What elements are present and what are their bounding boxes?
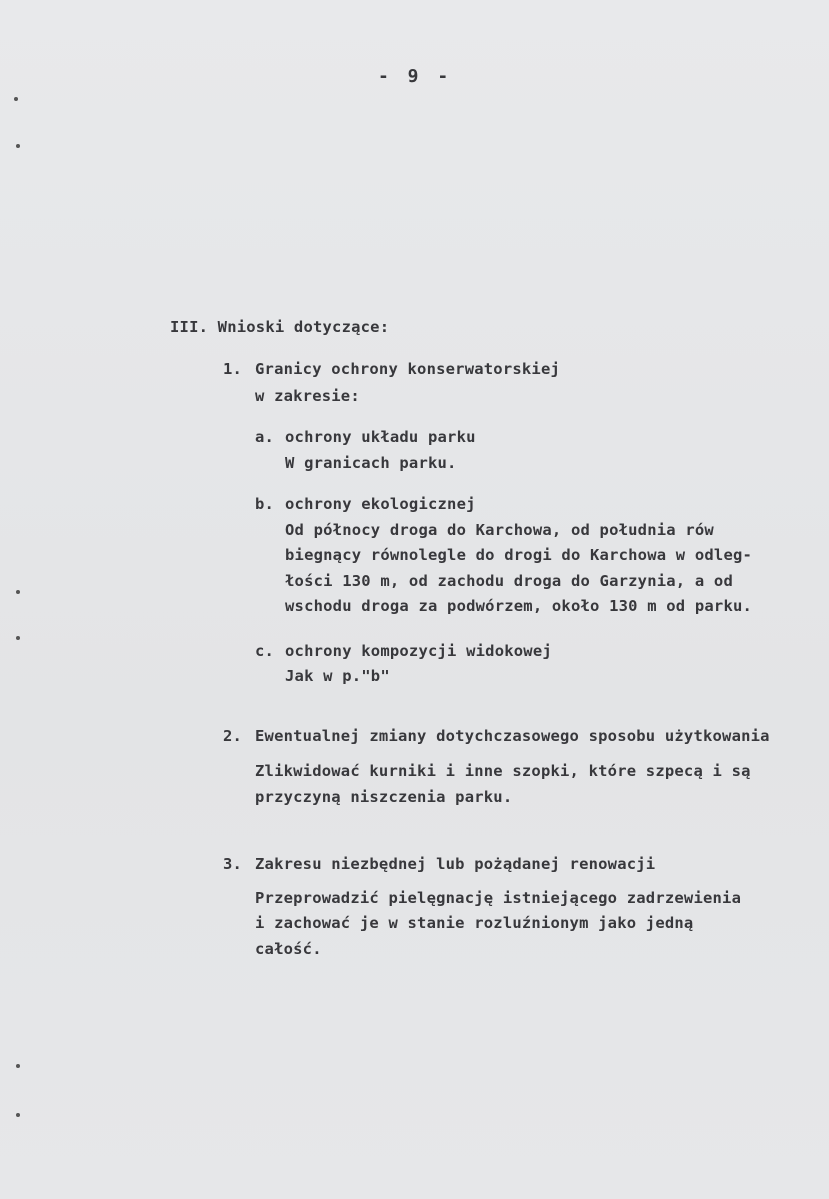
item-number: 1. [223, 360, 243, 378]
item-line: i zachować je w stanie rozluźnionym jako jedną [255, 914, 694, 932]
subitem-letter: b. [255, 495, 275, 513]
item-line: całość. [255, 940, 322, 958]
subitem-line: ochrony kompozycji widokowej [285, 642, 552, 660]
item-line: w zakresie: [255, 387, 360, 405]
margin-mark [16, 1064, 20, 1068]
margin-mark [16, 144, 20, 148]
margin-mark [16, 636, 20, 640]
page-number: - 9 - [378, 66, 453, 87]
subitem-line: ochrony układu parku [285, 428, 476, 446]
item-line: Granicy ochrony konserwatorskiej [255, 360, 561, 378]
item-line: przyczyną niszczenia parku. [255, 788, 513, 806]
item-number: 3. [223, 855, 243, 873]
subitem-letter: a. [255, 428, 275, 446]
item-number: 2. [223, 727, 243, 745]
subitem-line: biegnący równolegle do drogi do Karchowa w odleg- [285, 546, 753, 564]
subitem-line: Jak w p."b" [285, 667, 390, 685]
section-heading: III. Wnioski dotyczące: [170, 318, 390, 336]
subitem-line: łości 130 m, od zachodu droga do Garzynia, a od [285, 572, 733, 590]
margin-mark [16, 1113, 20, 1117]
item-line: Zakresu niezbędnej lub pożądanej renowacji [255, 855, 656, 873]
margin-mark [16, 590, 20, 594]
subitem-letter: c. [255, 642, 275, 660]
item-line: Przeprowadzić pielęgnację istniejącego zadrzewienia [255, 889, 742, 907]
margin-mark [14, 97, 18, 101]
subitem-line: Od północy droga do Karchowa, od południa rów [285, 521, 714, 539]
subitem-line: wschodu droga za podwórzem, około 130 m od parku. [285, 597, 753, 615]
item-line: Ewentualnej zmiany dotychczasowego sposobu użytkowania [255, 727, 770, 745]
subitem-line: W granicach parku. [285, 454, 457, 472]
item-line: Zlikwidować kurniki i inne szopki, które szpecą i są [255, 762, 751, 780]
subitem-line: ochrony ekologicznej [285, 495, 476, 513]
